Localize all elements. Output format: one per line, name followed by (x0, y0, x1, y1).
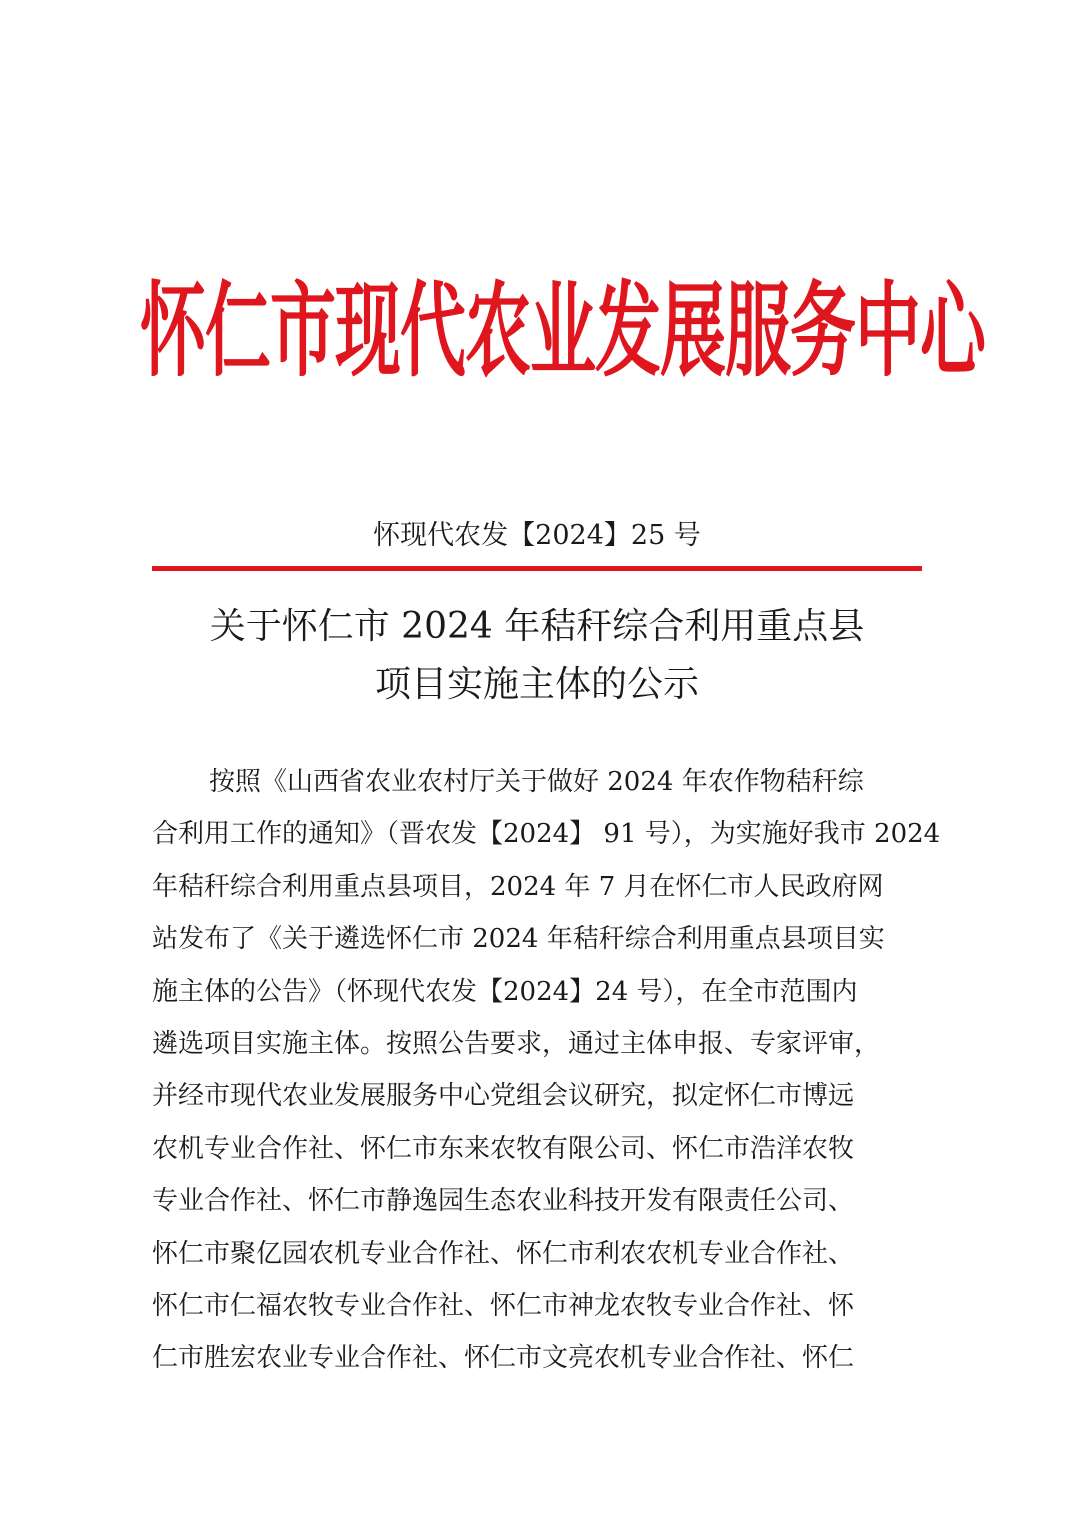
body-line: 按照《山西省农业农村厅关于做好 2024 年农作物秸秆综 (209, 767, 864, 797)
red-divider-line (152, 566, 922, 571)
letterhead-org-name (140, 262, 985, 402)
letterhead-text: 怀仁市现代农业发展服务中心 (140, 271, 985, 391)
body-line: 农机专业合作社、怀仁市东来农牧有限公司、怀仁市浩洋农牧 (152, 1133, 855, 1164)
body-line: 施主体的公告》（怀现代农发【2024】24 号），在全市范围内 (152, 976, 858, 1007)
body-line: 专业合作社、怀仁市静逸园生态农业科技开发有限责任公司、 (152, 1186, 855, 1217)
body-line: 怀仁市仁福农牧专业合作社、怀仁市神龙农牧专业合作社、怀 (152, 1290, 855, 1321)
title-line-1: 关于怀仁市 2024 年秸秆综合利用重点县 (209, 606, 865, 647)
body-line: 怀仁市聚亿园农机专业合作社、怀仁市利农农机专业合作社、 (152, 1238, 855, 1269)
body-line: 遴选项目实施主体。按照公告要求，通过主体申报、专家评审， (152, 1028, 881, 1059)
body-line: 合利用工作的通知》（晋农发【2024】 91 号），为实施好我市 2024 (152, 819, 941, 850)
title-line-2: 项目实施主体的公示 (374, 664, 699, 705)
document-title (0, 598, 1074, 714)
body-line: 并经市现代农业发展服务中心党组会议研究，拟定怀仁市博远 (152, 1081, 855, 1112)
body-line: 站发布了《关于遴选怀仁市 2024 年秸秆综合利用重点县项目实 (152, 924, 885, 955)
body-line: 年秸秆综合利用重点县项目，2024 年 7 月在怀仁市人民政府网 (152, 871, 884, 902)
body-paragraph (152, 756, 941, 1385)
document-number: 怀现代农发【2024】25 号 (373, 520, 701, 551)
body-line: 仁市胜宏农业专业合作社、怀仁市文亮农机专业合作社、怀仁 (152, 1343, 855, 1374)
